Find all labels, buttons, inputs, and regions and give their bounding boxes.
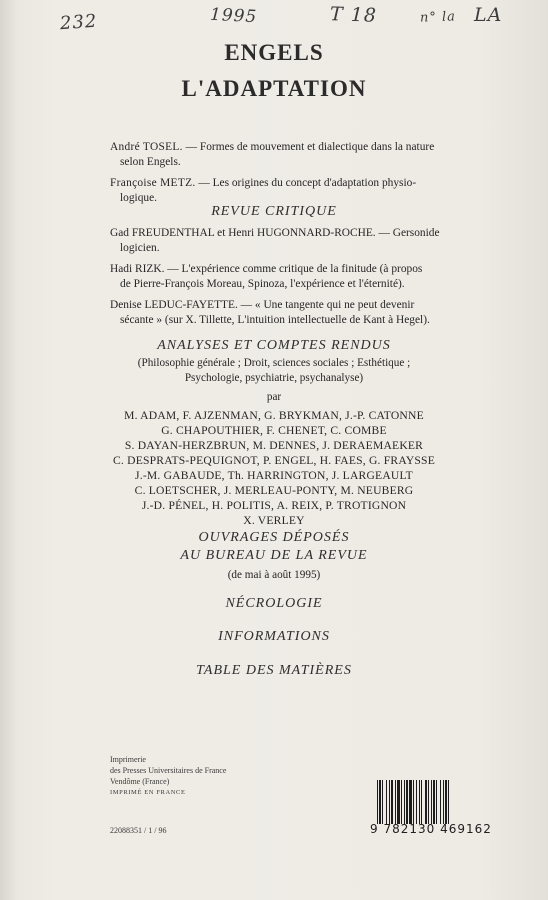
- imprint-line: IMPRIMÉ EN FRANCE: [110, 789, 186, 796]
- analyses-subtitle: Psychologie, psychiatrie, psychanalyse): [184, 372, 364, 384]
- revue-critique-heading: REVUE CRITIQUE: [211, 204, 337, 219]
- handwritten-note: n° la: [419, 9, 457, 26]
- page-subtitle: L'ADAPTATION: [181, 76, 367, 101]
- barcode-bar: [401, 780, 402, 824]
- analyses-heading: ANALYSES ET COMPTES RENDUS: [157, 338, 391, 353]
- isbn-number: 9 782130 469162: [370, 822, 492, 836]
- barcode-bar: [428, 780, 429, 824]
- barcode-bar: [379, 780, 381, 824]
- barcode-bar: [395, 780, 396, 824]
- contributors-list: [0, 408, 548, 528]
- article-title: — Formes de mouvement et dialectique dans la nature: [182, 141, 435, 153]
- article-entry: [110, 176, 486, 206]
- handwritten-note: 1995: [209, 4, 258, 28]
- contributors-line: C. LOETSCHER, J. MERLEAU-PONTY, M. NEUBERG: [134, 484, 414, 497]
- contributors-line: J.-D. PÉNEL, H. POLITIS, A. REIX, P. TROTIGNON: [141, 499, 407, 512]
- barcode-bar: [433, 780, 435, 824]
- printer-imprint: [110, 754, 226, 798]
- barcode-bar: [440, 780, 441, 824]
- ouvrages-dates: (de mai à août 1995): [227, 569, 321, 581]
- review-line: Hadi RIZK. — L'expérience comme critique de la finitude (à propos: [110, 263, 423, 275]
- barcode-bar: [413, 780, 414, 824]
- barcode-bar: [425, 780, 427, 824]
- barcode-bar: [409, 780, 412, 824]
- review-entry: [110, 262, 486, 292]
- contributors-line: J.-M. GABAUDE, Th. HARRINGTON, J. LARGEAULT: [135, 469, 413, 482]
- article-author: André TOSEL.: [110, 141, 183, 153]
- barcode-bar: [448, 780, 449, 824]
- review-line-continued: sécante » (sur X. Tillette, L'intuition intellectuelle de Kant à Hegel).: [120, 314, 430, 326]
- handwritten-note: LA: [474, 4, 503, 26]
- printer-code: 22088351 / 1 / 96: [110, 826, 167, 835]
- imprint-line: Vendôme (France): [110, 777, 170, 786]
- ouvrages-heading-continued: AU BUREAU DE LA REVUE: [180, 548, 368, 563]
- necrologie-heading: NÉCROLOGIE: [225, 596, 323, 611]
- barcode-bar: [389, 780, 390, 824]
- review-line: Denise LEDUC-FAYETTE. — « Une tangente qui ne peut devenir: [110, 299, 415, 311]
- review-line: Gad FREUDENTHAL et Henri HUGONNARD-ROCHE. — Gersonide: [110, 227, 440, 239]
- article-title: — Les origines du concept d'adaptation physio-: [195, 177, 417, 189]
- review-line-continued: de Pierre-François Moreau, Spinoza, l'expérience et l'éternité).: [120, 278, 405, 290]
- informations-heading: INFORMATIONS: [218, 629, 330, 644]
- article-entry: [110, 140, 486, 170]
- page-title: ENGELS: [224, 40, 324, 65]
- review-entry: [110, 226, 486, 256]
- analyses-subtitle: (Philosophie générale ; Droit, sciences sociales ; Esthétique ;: [137, 357, 411, 369]
- barcode-bar: [386, 780, 387, 824]
- barcode-bar: [421, 780, 422, 824]
- imprint-line: des Presses Universitaires de France: [110, 766, 227, 775]
- barcode-bar: [416, 780, 417, 824]
- barcode-bar: [377, 780, 378, 824]
- review-line-continued: logicien.: [120, 242, 160, 254]
- handwritten-note: 232: [59, 10, 99, 35]
- article-title-continued: logique.: [120, 192, 158, 204]
- par-label: par: [266, 391, 282, 403]
- contributors-line: G. CHAPOUTHIER, F. CHENET, C. COMBE: [161, 424, 387, 437]
- handwritten-note: T 18: [329, 3, 378, 27]
- barcode-bar: [443, 780, 444, 824]
- barcode-bar: [445, 780, 447, 824]
- barcode-bar: [397, 780, 400, 824]
- barcode-bar: [391, 780, 393, 824]
- imprint-line: Imprimerie: [110, 755, 146, 764]
- barcode-bar: [419, 780, 420, 824]
- barcode-bar: [436, 780, 437, 824]
- article-author: Françoise METZ.: [110, 177, 196, 189]
- contributors-line: C. DESPRATS-PEQUIGNOT, P. ENGEL, H. FAES, G. FRAYSSE: [113, 454, 435, 467]
- contributors-line: S. DAYAN-HERZBRUN, M. DENNES, J. DERAEMAEKER: [124, 439, 424, 452]
- barcode-bar: [406, 780, 408, 824]
- article-title-continued: selon Engels.: [120, 156, 181, 168]
- contributors-line: X. VERLEY: [243, 514, 305, 527]
- isbn-barcode: [376, 780, 482, 824]
- contributors-line: M. ADAM, F. AJZENMAN, G. BRYKMAN, J.-P. CATONNE: [124, 409, 424, 422]
- table-des-matieres-heading: TABLE DES MATIÈRES: [196, 663, 352, 678]
- review-entry: [110, 298, 486, 328]
- barcode-bar: [382, 780, 383, 824]
- barcode-bar: [404, 780, 405, 824]
- ouvrages-heading: OUVRAGES DÉPOSÉS: [198, 530, 350, 545]
- barcode-bar: [431, 780, 432, 824]
